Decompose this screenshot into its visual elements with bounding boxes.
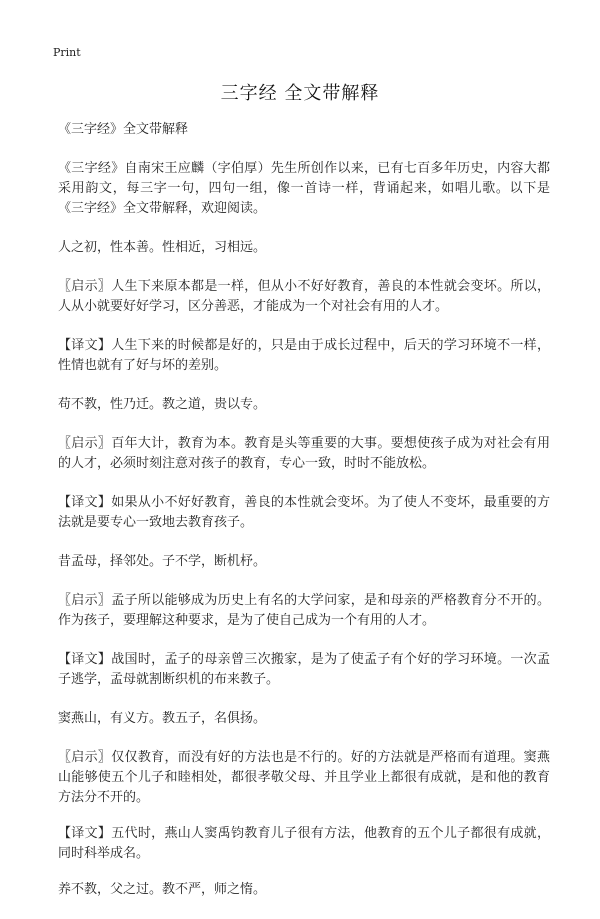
paragraph: 【译文】如果从小不好好教育，善良的本性就会变坏。为了使人不变坏，最重要的方法就是要专心一致地去教育孩子。 [58, 495, 550, 530]
paragraph: 昔孟母，择邻处。子不学，断机杼。 [58, 554, 267, 569]
paragraph: 《三字经》全文带解释 [58, 122, 189, 137]
article-body [58, 120, 550, 919]
paragraph: 〖启示〗仅仅教育，而没有好的方法也是不行的。好的方法就是严格而有道理。窦燕山能够使五个儿子和睦相处，都很孝敬父母、并且学业上都很有成就，是和他的教育方法分不开的。 [58, 750, 550, 805]
paragraph: 〖启示〗人生下来原本都是一样，但从小不好好教育，善良的本性就会变坏。所以，人从小就要好好学习，区分善恶，才能成为一个对社会有用的人才。 [58, 279, 550, 314]
paragraph: 〖启示〗孟子所以能够成为历史上有名的大学问家，是和母亲的严格教育分不开的。作为孩子，要理解这种要求，是为了使自己成为一个有用的人才。 [58, 593, 550, 628]
print-link[interactable]: Print [53, 46, 81, 59]
paragraph: 【译文】五代时，燕山人窦禹钧教育儿子很有方法，他教育的五个儿子都很有成就，同时科举成名。 [58, 826, 550, 861]
paragraph: 苟不教，性乃迁。教之道，贵以专。 [58, 397, 267, 412]
paragraph: 窦燕山，有义方。教五子，名俱扬。 [58, 711, 267, 726]
paragraph: 《三字经》自南宋王应麟（字伯厚）先生所创作以来，已有七百多年历史，内容大都采用韵文，每三字一句，四句一组，像一首诗一样，背诵起来，如唱儿歌。以下是《三字经》全文带解释，欢迎阅读。 [58, 161, 550, 216]
paragraph: 【译文】人生下来的时候都是好的，只是由于成长过程中，后天的学习环境不一样，性情也就有了好与坏的差别。 [58, 338, 550, 373]
paragraph: 【译文】战国时，孟子的母亲曾三次搬家，是为了使孟子有个好的学习环境。一次孟子逃学，孟母就割断织机的布来教子。 [58, 652, 550, 687]
page-title: 三字经 全文带解释 [220, 83, 380, 104]
paragraph: 养不教，父之过。教不严，师之惰。 [58, 882, 267, 897]
paragraph: 〖启示〗百年大计，教育为本。教育是头等重要的大事。要想使孩子成为对社会有用的人才，必须时刻注意对孩子的教育，专心一致，时时不能放松。 [58, 436, 550, 471]
paragraph: 人之初，性本善。性相近，习相远。 [58, 240, 267, 255]
